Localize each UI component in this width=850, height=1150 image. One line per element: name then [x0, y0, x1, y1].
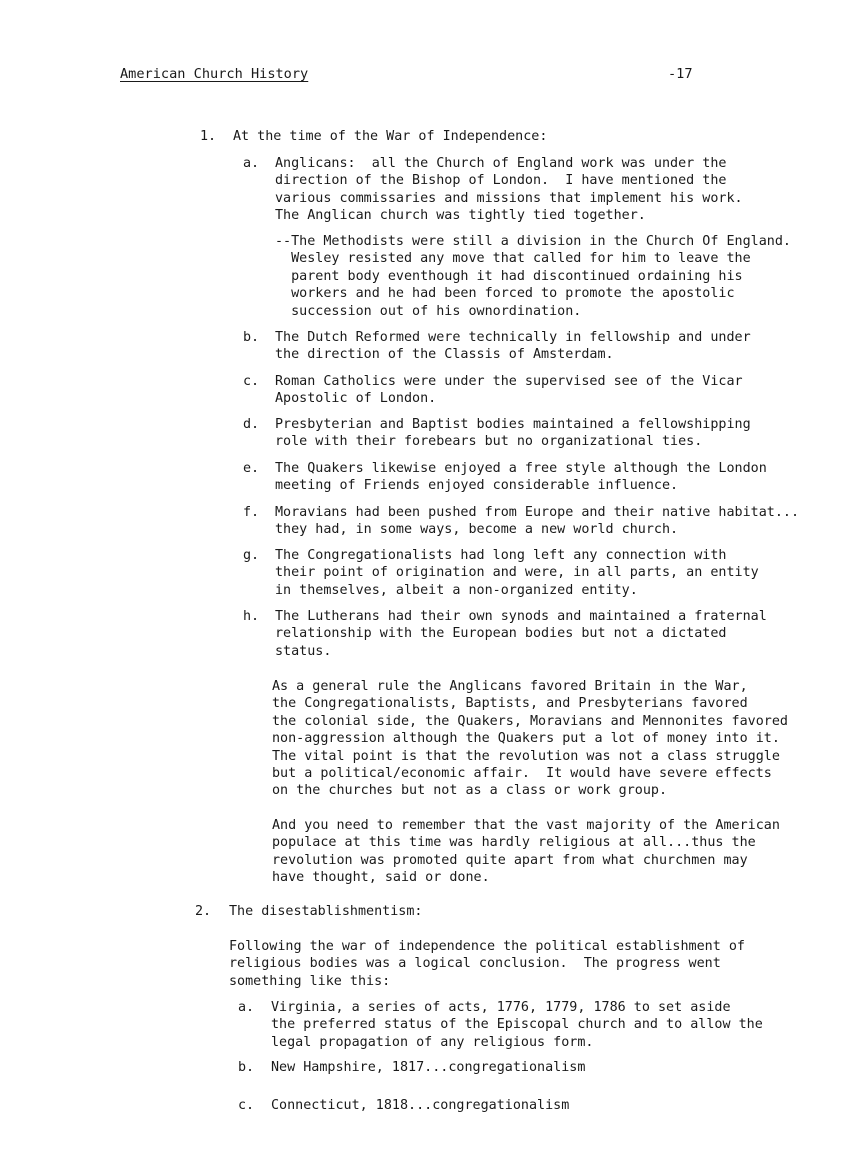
item-1b-text: The Dutch Reformed were technically in fellowship and under the direction of the Classis of Amsterdam. — [275, 330, 751, 363]
item-1b-letter: b. — [243, 330, 260, 345]
section-1-heading: At the time of the War of Independence: — [233, 129, 548, 144]
running-title: American Church History — [120, 66, 309, 82]
item-2c-text: Connecticut, 1818...congregationalism — [271, 1098, 570, 1113]
item-1f-text: Moravians had been pushed from Europe and their native habitat... they had, in some ways, become a new world church. — [275, 505, 800, 538]
item-2a-letter: a. — [238, 1000, 255, 1015]
section-1-number: 1. — [200, 129, 217, 144]
section-2-intro: Following the war of independence the political establishment of religious bodies was a logical conclusion. The progress went something like this: — [229, 939, 745, 989]
item-1e-text: The Quakers likewise enjoyed a free style although the London meeting of Friends enjoyed considerable influence. — [275, 461, 767, 494]
item-1g-text: The Congregationalists had long left any connection with their point of origination and were, in all parts, an entity in themselves, albeit a non-organized entity. — [275, 548, 759, 598]
item-1c-text: Roman Catholics were under the supervised see of the Vicar Apostolic of London. — [275, 374, 743, 407]
item-2c-letter: c. — [238, 1098, 255, 1113]
item-1e-letter: e. — [243, 461, 260, 476]
item-1a-letter: a. — [243, 156, 260, 171]
item-1f-letter: f. — [243, 505, 260, 520]
item-1a-text: Anglicans: all the Church of England work was under the direction of the Bishop of London. I have mentioned the various commissaries and missions that implement his work. The Anglican church was tightly tied together. — [275, 156, 743, 224]
page-number: -17 — [668, 66, 693, 82]
paragraph-populace: And you need to remember that the vast majority of the American populace at this time was hardly religious at all...thus the revolution was promoted quite apart from what churchmen may have thought, said or done. — [272, 818, 780, 886]
item-2a-text: Virginia, a series of acts, 1776, 1779, 1786 to set aside the preferred status of the Episcopal church and to allow the legal propagation of any religious form. — [271, 1000, 763, 1050]
item-2b-letter: b. — [238, 1060, 255, 1075]
item-2b-text: New Hampshire, 1817...congregationalism — [271, 1060, 586, 1075]
item-1c-letter: c. — [243, 374, 260, 389]
section-2-number: 2. — [195, 904, 212, 919]
item-1d-letter: d. — [243, 417, 260, 432]
paragraph-war-allegiances: As a general rule the Anglicans favored Britain in the War, the Congregationalists, Baptists, and Presbyterians favored the colonial side, the Quakers, Moravians and Mennonites favored non-aggression although the Quakers put a lot of money into it. The vital point is that the revolution was not a class struggle but a political/economic affair. It would have severe effects on the churches but not as a class or work group. — [272, 679, 788, 799]
item-1h-letter: h. — [243, 609, 260, 624]
item-1d-text: Presbyterian and Baptist bodies maintained a fellowshipping role with their forebears but no organizational ties. — [275, 417, 751, 450]
item-1g-letter: g. — [243, 548, 260, 563]
methodist-note: --The Methodists were still a division in the Church Of England. Wesley resisted any move that called for him to leave the parent body eventhough it had discontinued ordaining his workers and he had been forced to promote the apostolic succession out of his ownordination. — [275, 234, 791, 319]
item-1h-text: The Lutherans had their own synods and maintained a fraternal relationship with the European bodies but not a dictated status. — [275, 609, 767, 659]
section-2-heading: The disestablishmentism: — [229, 904, 423, 919]
